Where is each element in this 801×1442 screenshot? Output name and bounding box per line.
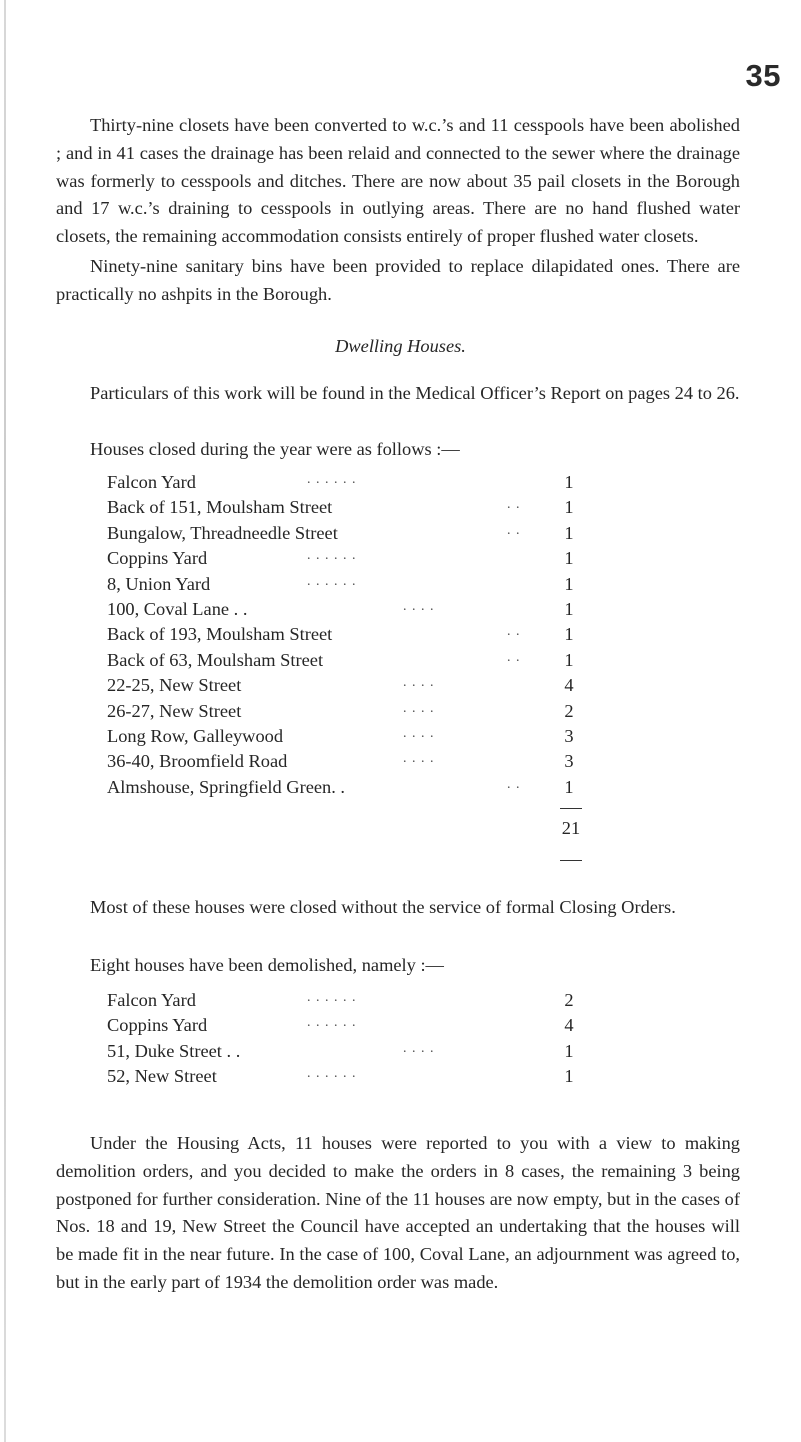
row-count: 1 [564,1040,574,1061]
row-leader-dots: . . [507,522,521,538]
table-row [107,1041,581,1066]
row-leader-dots: . . [507,649,521,665]
table-row [107,675,581,700]
row-count: 2 [564,700,574,721]
row-count: 1 [564,598,574,619]
paragraph-sanitary-bins: Ninety-nine sanitary bins have been provided to replace dilapidated ones. There are practically no ashpits in the Borough. [56,256,740,304]
closed-houses-table [107,472,581,802]
row-leader-dots: . . [507,497,521,513]
total-rule-bottom [560,860,582,861]
table-row [107,523,581,548]
row-leader-dots: . . . . . . [307,1015,357,1031]
row-count: 1 [564,776,574,797]
row-leader-dots: . . . . . . [307,573,357,589]
row-location: 52, New Street [107,1066,217,1087]
row-leader-dots: . . . . [403,598,435,614]
row-count: 2 [564,990,574,1010]
table-row [107,990,581,1015]
row-leader-dots: . . . . [403,700,435,716]
row-leader-dots: . . . . [403,751,435,767]
table-row [107,472,581,497]
row-leader-dots: . . . . . . [307,990,357,1005]
table-row [107,548,581,573]
row-leader-dots: . . . . [403,725,435,741]
row-count: 1 [564,1066,574,1087]
row-location: 100, Coval Lane . . [107,598,248,619]
paragraph-particulars: Particulars of this work will be found in the Medical Officer’s Report on pages 24 to 26. [90,383,740,403]
row-location: Falcon Yard [107,990,196,1010]
row-location: 8, Union Yard [107,573,211,594]
page-number: 35 [745,58,781,93]
row-location: Back of 151, Moulsham Street [107,497,333,518]
row-count: 1 [564,472,574,492]
row-count: 1 [564,624,574,645]
row-count: 3 [564,751,574,772]
total-rule-top [560,808,582,809]
paragraph-housing-acts: Under the Housing Acts, 11 houses were reported to you with a view to making demolition orders, and you decided to make the orders in 8 cases, the remaining 3 being postponed for further consideration. Nine of the 11 houses are now empty, but in the cases of Nos. 18 and 19, New Street the Council have accepted an undertaking that the houses will be made fit in the near future. In the case of 100, Coval Lane, an adjournment was agreed to, but in the early part of 1934 the demolition order was made. [56,1133,740,1292]
row-location: Almshouse, Springfield Green. . [107,776,346,797]
paragraph-closing-orders: Most of these houses were closed without the service of formal Closing Orders. [90,897,676,917]
table-row [107,1066,581,1091]
row-location: Coppins Yard [107,548,208,569]
row-location: 22-25, New Street [107,675,242,696]
row-count: 1 [564,522,574,543]
row-leader-dots: . . . . . . [307,1066,357,1082]
table-row [107,650,581,675]
row-count: 4 [564,1015,574,1036]
row-leader-dots: . . . . . . [307,548,357,564]
row-location: Long Row, Galleywood [107,725,284,746]
row-leader-dots: . . [507,624,521,640]
table-row [107,1015,581,1040]
row-count: 1 [564,573,574,594]
row-leader-dots: . . . . . . [307,472,357,487]
row-location: 36-40, Broomfield Road [107,751,288,772]
paragraph-closets: Thirty-nine closets have been converted to w.c.’s and 11 cesspools have been abolished ; and in 41 cases the drainage has been relaid and connected to the sewer where the drainage was formerly to cesspools and ditches. There are now about 35 pail closets in the Borough and 17 w.c.’s draining to cesspools in outlying areas. There are no hand flushed water closets, the remaining accommodation consists entirely of proper flushed water closets. [56,115,740,247]
row-location: Back of 63, Moulsham Street [107,649,324,670]
table-row [107,599,581,624]
table-row [107,726,581,751]
row-count: 1 [564,548,574,569]
paragraph-houses-closed-intro: Houses closed during the year were as follows :— [90,439,460,459]
row-leader-dots: . . . . [403,675,435,691]
page-binding-edge [4,0,6,1442]
row-location: Back of 193, Moulsham Street [107,624,333,645]
section-heading-dwelling-houses: Dwelling Houses. [335,336,466,356]
table-row [107,497,581,522]
row-leader-dots: . . . . [403,1040,435,1056]
demolished-houses-table [107,990,581,1092]
row-location: Bungalow, Threadneedle Street [107,522,338,543]
row-count: 1 [564,649,574,670]
paragraph-demolished-intro: Eight houses have been demolished, namely :— [90,955,444,975]
table-row [107,574,581,599]
row-location: 51, Duke Street . . [107,1040,241,1061]
row-location: 26-27, New Street [107,700,242,721]
table-row [107,751,581,776]
row-count: 1 [564,497,574,518]
row-location: Falcon Yard [107,472,196,492]
row-count: 3 [564,725,574,746]
table-row [107,777,581,802]
row-leader-dots: . . [507,776,521,792]
closed-houses-total: 21 [561,818,581,838]
row-count: 4 [564,675,574,696]
table-row [107,624,581,649]
table-row [107,701,581,726]
row-location: Coppins Yard [107,1015,208,1036]
